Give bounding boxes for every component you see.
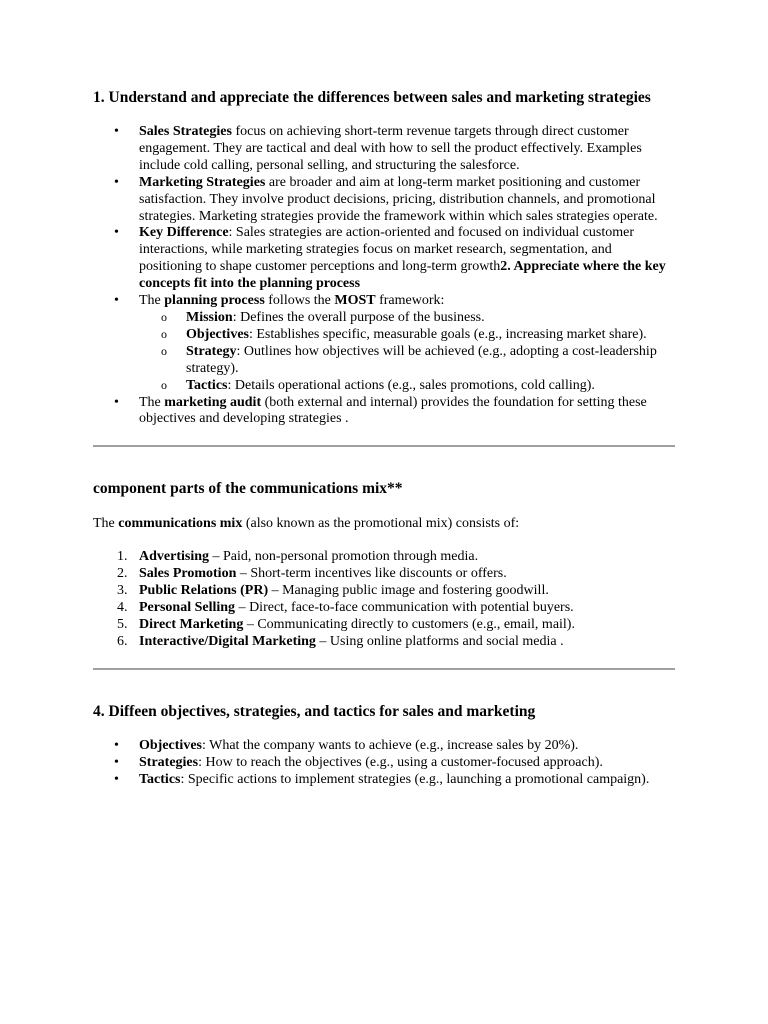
most-framework-list: [139, 310, 675, 395]
list-item: 6. Interactive/Digital Marketing – Using online platforms and social media .: [117, 633, 564, 649]
list-item: • Tactics: Specific actions to implement strategies (e.g., launching a promotional campaign).: [93, 772, 675, 789]
list-item: o Strategy: Outlines how objectives will be achieved (e.g., adopting a cost-leadership strategy).: [139, 344, 675, 378]
document-body: [93, 88, 675, 788]
list-item: o Objectives: Establishes specific, measurable goals (e.g., increasing market share).: [139, 327, 675, 344]
horizontal-rule: [93, 668, 675, 670]
list-item: • Sales Strategies focus on achieving short-term revenue targets through direct customer engagement. They are tactical and deal with how to sell the product effectively. Examples include cold calling, personal selling, and structuring the salesforce.: [93, 124, 675, 175]
list-item: o Tactics: Details operational actions (e.g., sales promotions, cold calling).: [139, 378, 675, 395]
communications-mix-intro: The communications mix (also known as the promotional mix) consists of:: [93, 516, 520, 532]
list-item: • Strategies: How to reach the objectives (e.g., using a customer-focused approach).: [93, 755, 675, 772]
section1-heading: 1. Understand and appreciate the differences between sales and marketing strategies: [93, 89, 651, 106]
list-item: 1. Advertising – Paid, non-personal promotion through media.: [117, 549, 479, 565]
list-item: • Objectives: What the company wants to achieve (e.g., increase sales by 20%).: [93, 738, 675, 755]
list-item: • The marketing audit (both external and internal) provides the foundation for setting these objectives and developing strategies .: [93, 395, 675, 429]
horizontal-rule: [93, 445, 675, 447]
list-item: • Key Difference: Sales strategies are action-oriented and focused on individual customer interactions, while marketing strategies focus on market research, segmentation, and positioning to shape customer perceptions and long-term growth2. Appreciate where the key concepts fit into the planning process: [93, 225, 675, 293]
list-item: o Mission: Defines the overall purpose of the business.: [139, 310, 675, 327]
list-item: 5. Direct Marketing – Communicating directly to customers (e.g., email, mail).: [117, 616, 575, 632]
list-item: • The planning process follows the MOST framework: o Mission: Defines the overall purpose of the business. o Objectives: Establishes specific, measurable goals (e.g., increasing market share). o Strategy: Outlines how objectives will be achieved (e.g., adopting a cost-leadership strategy). o Tactics: Details operational actions (e.g., sales promotions, cold calling).: [93, 293, 675, 394]
list-item: 2. Sales Promotion – Short-term incentives like discounts or offers.: [117, 566, 507, 582]
section2-heading: component parts of the communications mix**: [93, 480, 403, 498]
objectives-strategies-tactics-list: [93, 738, 675, 789]
list-item: 4. Personal Selling – Direct, face-to-face communication with potential buyers.: [117, 600, 574, 616]
list-item: • Marketing Strategies are broader and aim at long-term market positioning and customer satisfaction. They involve product decisions, pricing, distribution channels, and promotional strategies. Marketing strategies provide the framework within which sales strategies operate.: [93, 175, 675, 226]
communications-mix-list: [93, 549, 675, 650]
list-item: 3. Public Relations (PR) – Managing public image and fostering goodwill.: [117, 583, 549, 599]
section3-heading: 4. Diffeen objectives, strategies, and tactics for sales and marketing: [93, 702, 536, 720]
sales-marketing-list: [93, 124, 675, 428]
